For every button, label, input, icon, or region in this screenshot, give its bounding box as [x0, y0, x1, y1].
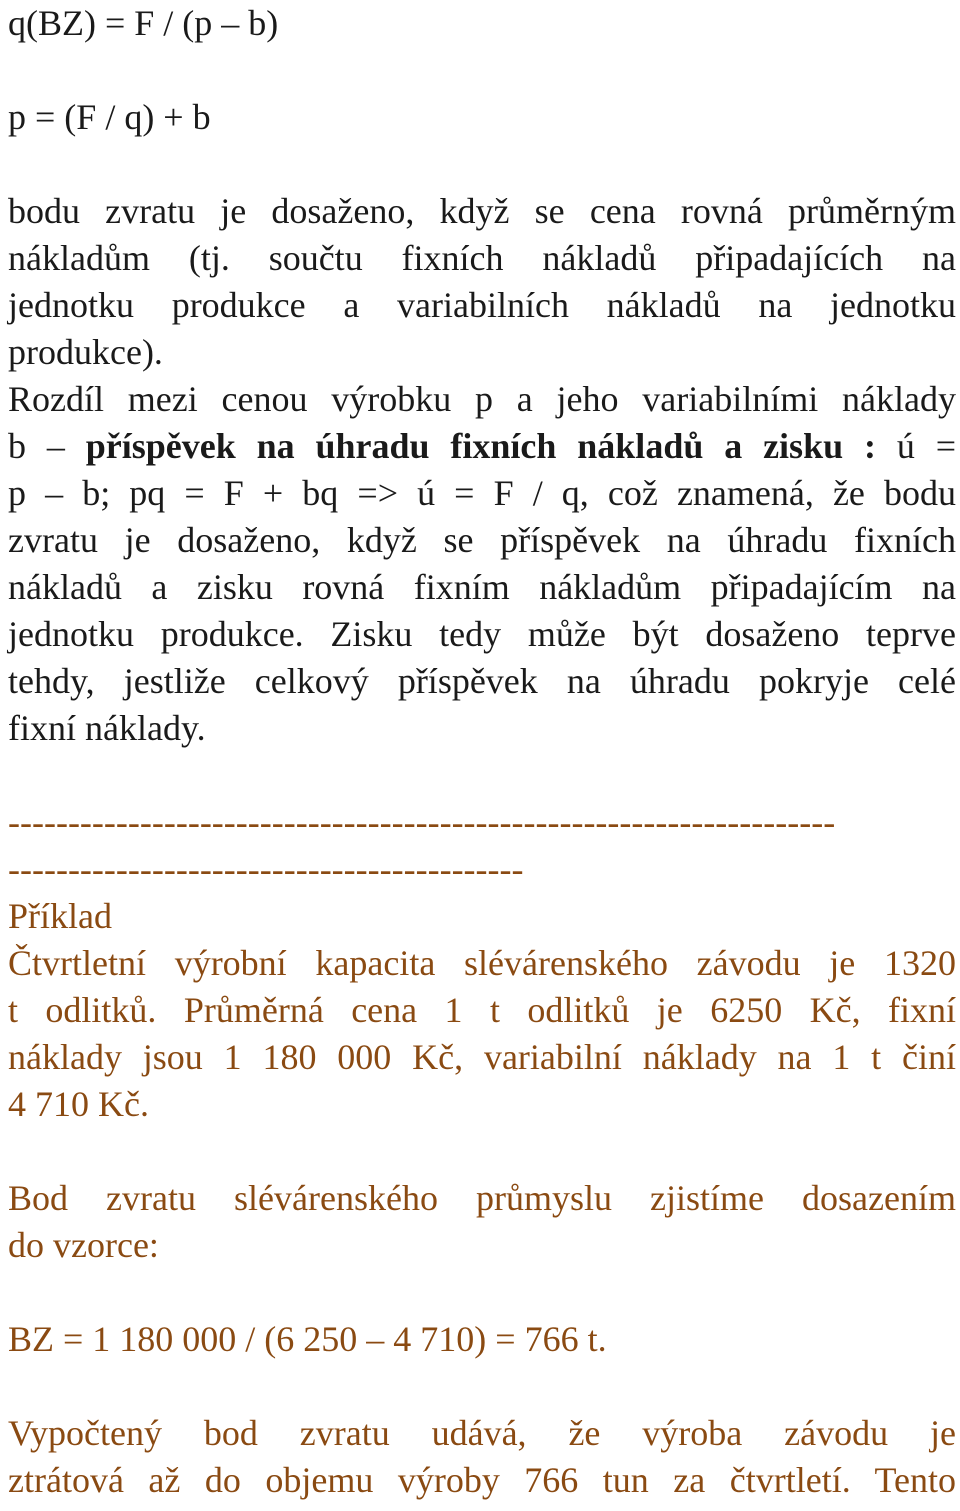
example-line-6: do vzorce: — [8, 1225, 159, 1265]
spacer — [8, 752, 956, 799]
document-page — [8, 0, 956, 1504]
example-line-4: 4 710 Kč. — [8, 1084, 149, 1124]
paragraph-2-line-7: tehdy, jestliže celkový příspěvek na úhradu pokryje celé — [8, 661, 956, 701]
paragraph-2-line-4: zvratu je dosaženo, když se příspěvek na úhradu fixních — [8, 520, 956, 560]
spacer — [8, 1128, 956, 1175]
paragraph-1-line-1: bodu zvratu je dosaženo, když se cena rovná průměrným — [8, 191, 956, 231]
example-line-9: ztrátová až do objemu výroby 766 tun za čtvrtletí. Tento — [8, 1460, 956, 1500]
formula-price: p = (F / q) + b — [8, 97, 211, 137]
paragraph-2-line-1: Rozdíl mezi cenou výrobku p a jeho variabilními náklady — [8, 379, 956, 419]
bold-term: příspěvek na úhradu fixních nákladů a zisku : — [85, 426, 876, 466]
spacer — [8, 1269, 956, 1316]
spacer — [8, 141, 956, 188]
paragraph-2-line-6: jednotku produkce. Zisku tedy může být dosaženo teprve — [8, 614, 956, 654]
example-line-8: Vypočtený bod zvratu udává, že výroba závodu je — [8, 1413, 956, 1453]
paragraph-2-line-2 — [8, 423, 956, 470]
example-line-2: t odlitků. Průměrná cena 1 t odlitků je 6250 Kč, fixní — [8, 990, 956, 1030]
paragraph-2-line-8: fixní náklady. — [8, 708, 206, 748]
separator-line-1: --------------------------------------------------------------------- — [8, 802, 836, 842]
paragraph-2-line-5: nákladů a zisku rovná fixním nákladům připadajícím na — [8, 567, 956, 607]
text-run: ú = — [875, 426, 956, 466]
paragraph-1-line-2: nákladům (tj. součtu fixních nákladů připadajících na — [8, 238, 956, 278]
separator-line-2: ------------------------------------------- — [8, 849, 524, 889]
paragraph-1-line-4: produkce). — [8, 332, 163, 372]
paragraph-2-line-3: p – b; pq = F + bq => ú = F / q, což znamená, že bodu — [8, 473, 956, 513]
text-run: b – — [8, 426, 86, 466]
spacer — [8, 47, 956, 94]
example-calculation: BZ = 1 180 000 / (6 250 – 4 710) = 766 t. — [8, 1319, 607, 1359]
paragraph-1-line-3: jednotku produkce a variabilních nákladů na jednotku — [8, 285, 956, 325]
spacer — [8, 1363, 956, 1410]
example-heading: Příklad — [8, 896, 112, 936]
example-line-3: náklady jsou 1 180 000 Kč, variabilní náklady na 1 t činí — [8, 1037, 956, 1077]
formula-break-even-quantity: q(BZ) = F / (p – b) — [8, 3, 279, 43]
example-line-1: Čtvrtletní výrobní kapacita slévárenského závodu je 1320 — [8, 943, 956, 983]
example-line-5: Bod zvratu slévárenského průmyslu zjistíme dosazením — [8, 1178, 956, 1218]
